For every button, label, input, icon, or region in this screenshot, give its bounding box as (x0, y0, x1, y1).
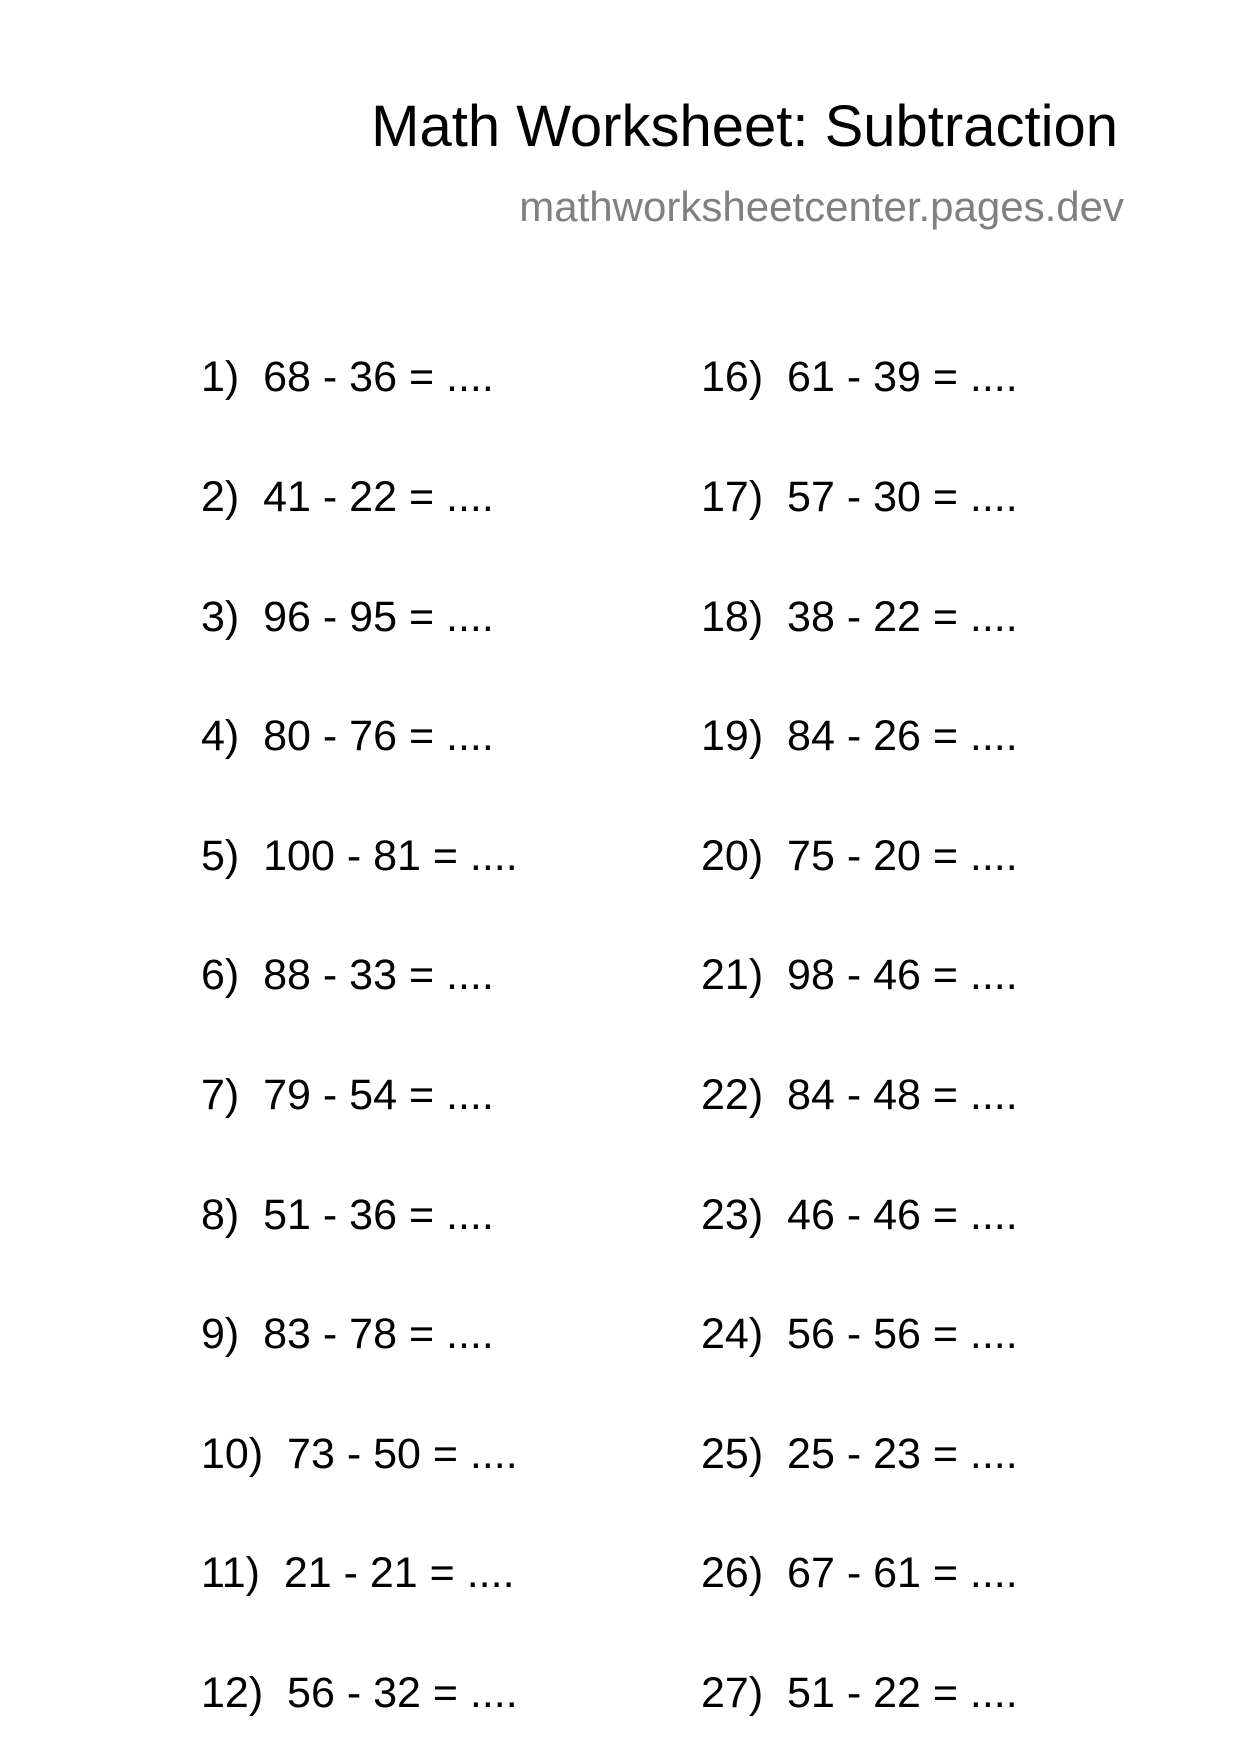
problem-item: 20) 75 - 20 = .... (701, 832, 1018, 880)
problem-item: 9) 83 - 78 = .... (201, 1310, 494, 1358)
problem-item: 5) 100 - 81 = .... (201, 832, 518, 880)
problem-item: 1) 68 - 36 = .... (201, 353, 494, 401)
problem-item: 6) 88 - 33 = .... (201, 951, 494, 999)
problem-item: 4) 80 - 76 = .... (201, 712, 494, 760)
problem-item: 27) 51 - 22 = .... (701, 1669, 1018, 1717)
problem-item: 26) 67 - 61 = .... (701, 1549, 1018, 1597)
problem-item: 19) 84 - 26 = .... (701, 712, 1018, 760)
problem-item: 2) 41 - 22 = .... (201, 473, 494, 521)
problem-item: 25) 25 - 23 = .... (701, 1430, 1018, 1478)
problem-item: 22) 84 - 48 = .... (701, 1071, 1018, 1119)
problem-item: 10) 73 - 50 = .... (201, 1430, 518, 1478)
problem-item: 17) 57 - 30 = .... (701, 473, 1018, 521)
problem-item: 21) 98 - 46 = .... (701, 951, 1018, 999)
problem-item: 12) 56 - 32 = .... (201, 1669, 518, 1717)
problem-item: 18) 38 - 22 = .... (701, 593, 1018, 641)
problem-item: 16) 61 - 39 = .... (701, 353, 1018, 401)
worksheet-source-url: mathworksheetcenter.pages.dev (519, 183, 1124, 230)
problem-item: 24) 56 - 56 = .... (701, 1310, 1018, 1358)
problem-item: 11) 21 - 21 = .... (201, 1549, 515, 1597)
problem-item: 8) 51 - 36 = .... (201, 1191, 494, 1239)
page-title: Math Worksheet: Subtraction (371, 94, 1118, 159)
problem-item: 3) 96 - 95 = .... (201, 593, 494, 641)
problem-item: 7) 79 - 54 = .... (201, 1071, 494, 1119)
problem-item: 23) 46 - 46 = .... (701, 1191, 1018, 1239)
